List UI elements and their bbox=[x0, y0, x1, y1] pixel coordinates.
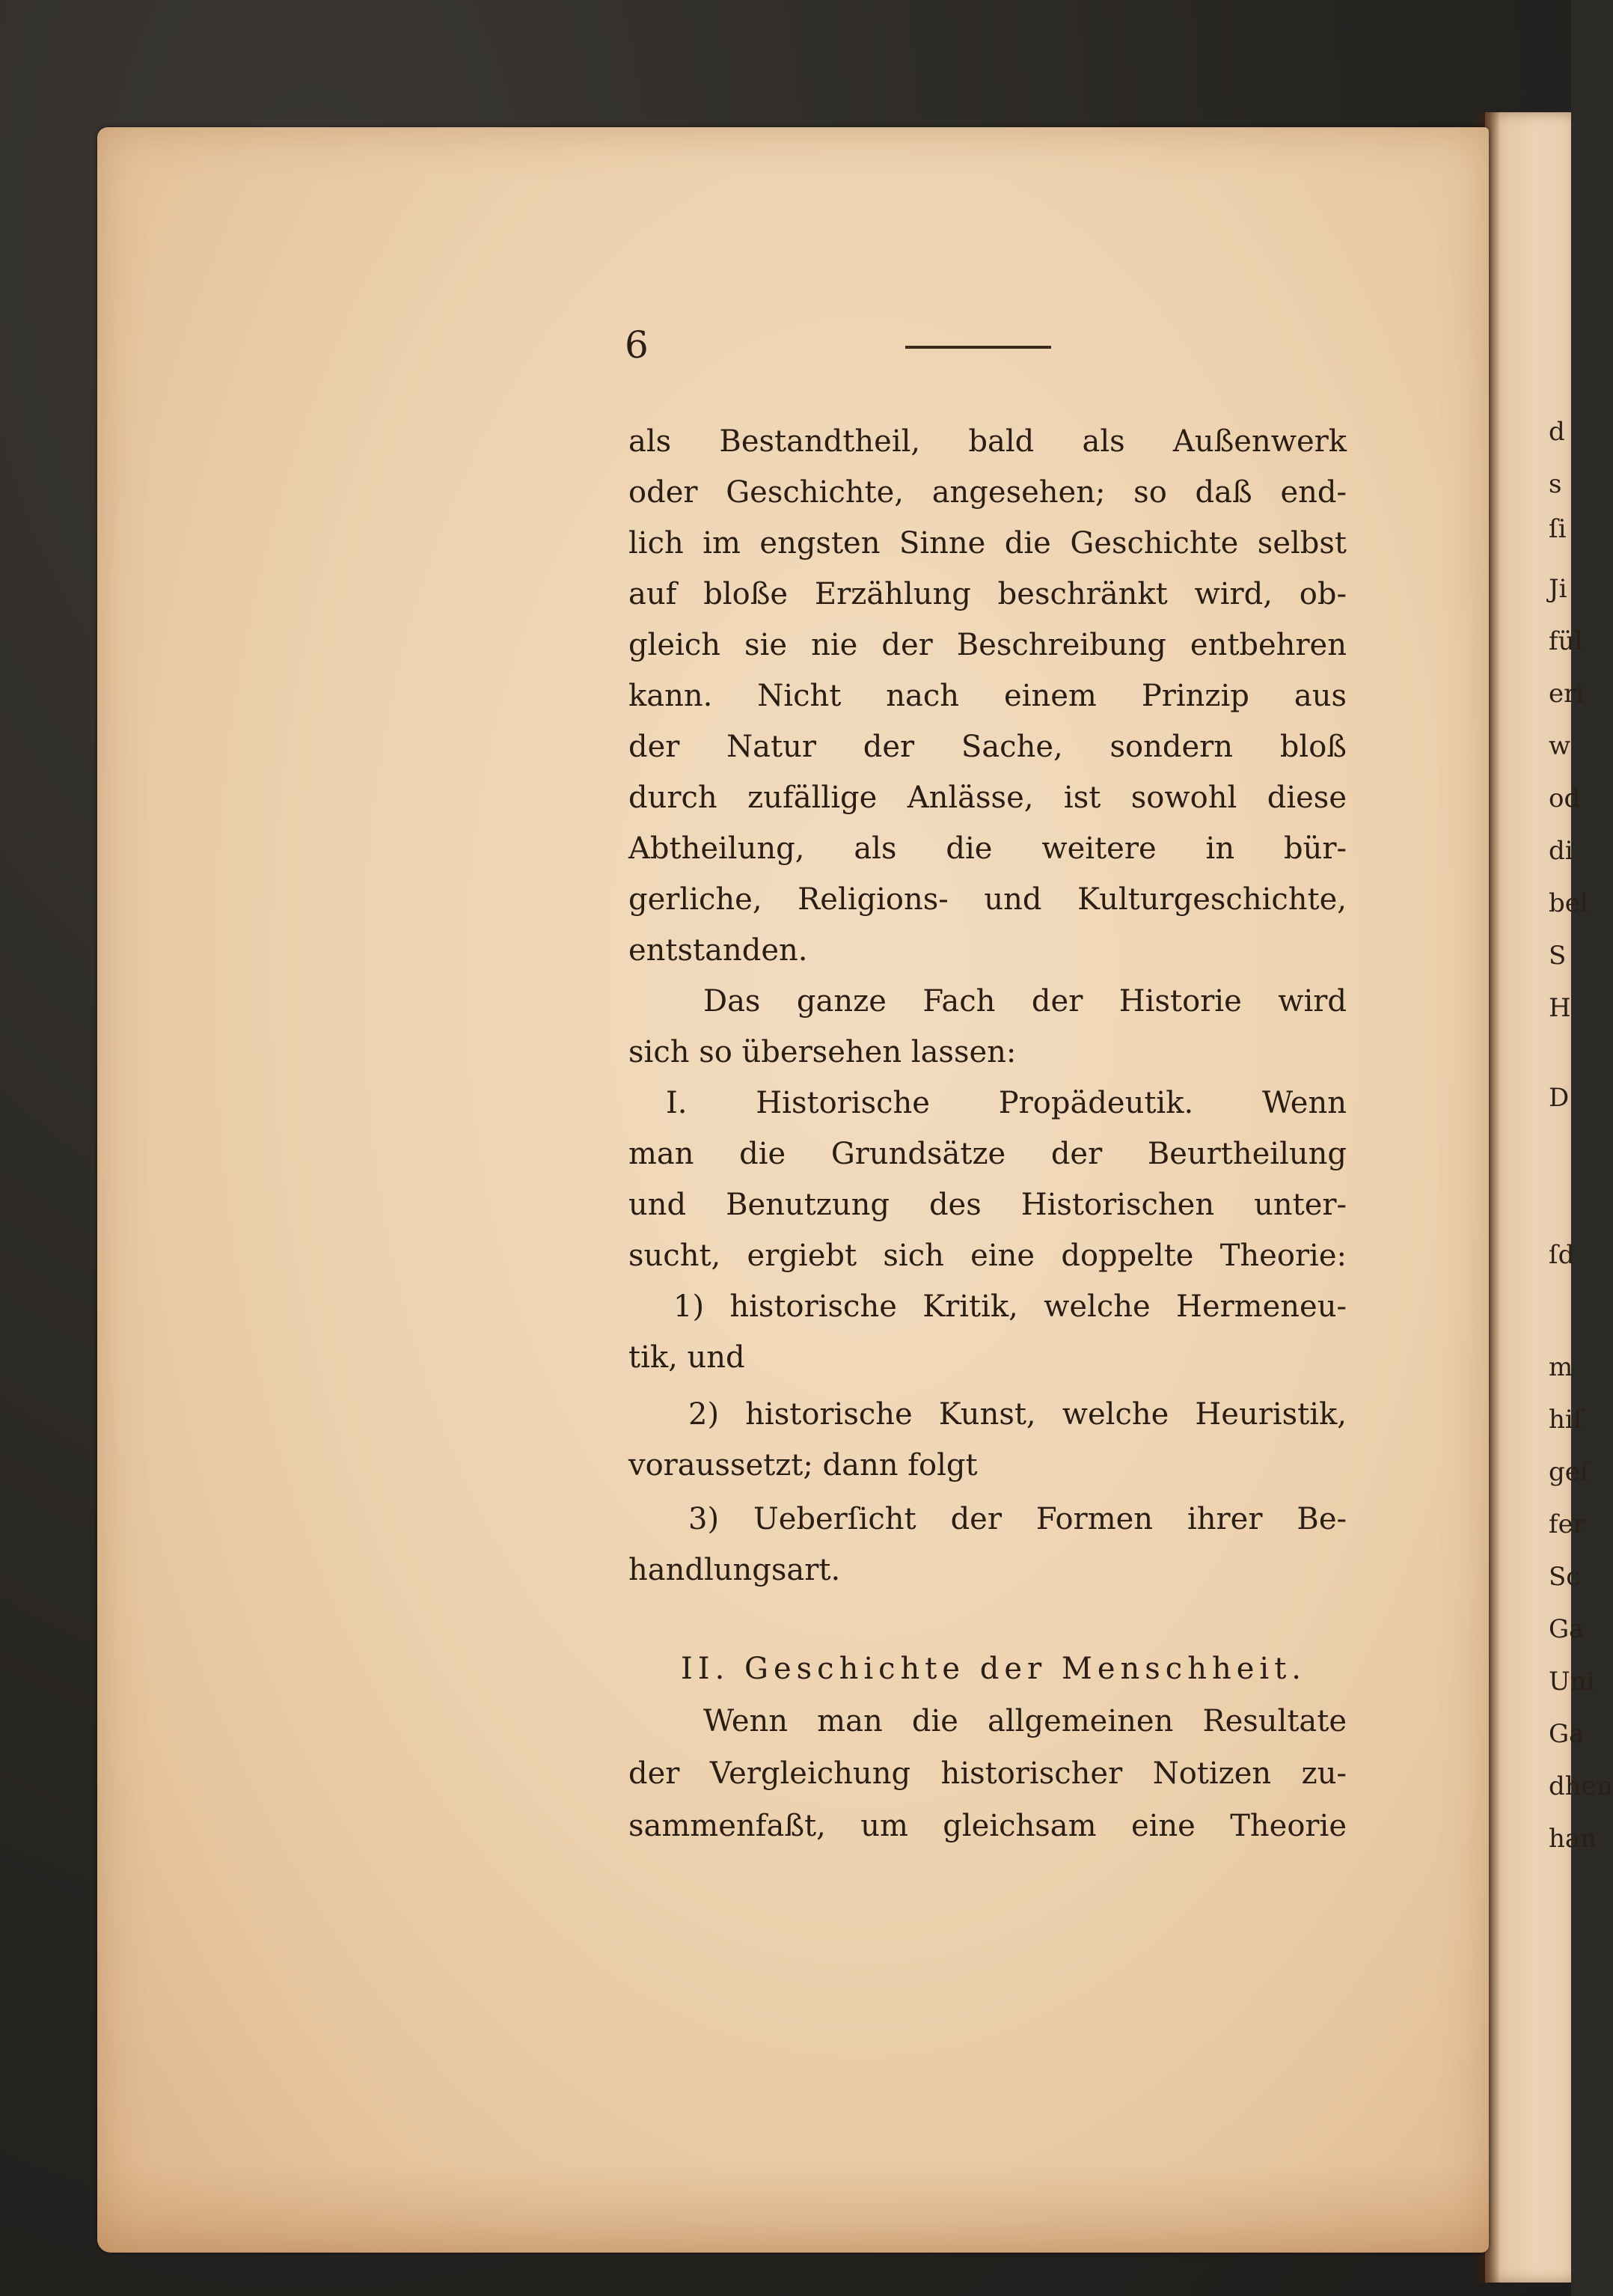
text-line: man die Grundsätze der Beurtheilung bbox=[628, 1137, 1347, 1171]
text-line: der Vergleichung historischer Notizen zu- bbox=[628, 1756, 1347, 1791]
next-page-fragment: dhen bbox=[1549, 1771, 1613, 1801]
next-page-fragment: di bbox=[1549, 836, 1573, 866]
next-page-fragment: D bbox=[1549, 1083, 1570, 1113]
text-line: kann. Nicht nach einem Prinzip aus bbox=[628, 679, 1347, 713]
next-page-fragment: w bbox=[1549, 731, 1571, 761]
next-page-fragment: fer bbox=[1549, 1509, 1585, 1539]
next-page-fragment: bel bbox=[1549, 888, 1588, 918]
next-page-fragment: geſ bbox=[1549, 1457, 1590, 1487]
text-line: tik, und bbox=[628, 1340, 745, 1375]
page-header bbox=[625, 323, 1354, 368]
header-rule bbox=[905, 346, 1051, 349]
text-line: der Natur der Sache, sondern bloß bbox=[628, 730, 1347, 764]
text-line: auf bloße Erzählung beschränkt wird, ob- bbox=[628, 577, 1347, 611]
next-page-fragment: eri bbox=[1549, 679, 1585, 709]
next-page-fragment: Uni bbox=[1549, 1667, 1595, 1697]
next-page-fragment: S bbox=[1549, 941, 1567, 971]
text-line: sammenfaßt, um gleichsam eine Theorie bbox=[628, 1809, 1347, 1843]
text-line: voraussetzt; dann folgt bbox=[628, 1448, 978, 1483]
list-item-1: 1) historische Kritik, welche Hermeneu- bbox=[673, 1289, 1347, 1324]
text-line: gleich sie nie der Beschreibung entbehren bbox=[628, 628, 1347, 662]
next-page-fragment: m bbox=[1549, 1352, 1573, 1382]
text-line: sucht, ergiebt sich eine doppelte Theorie: bbox=[628, 1239, 1347, 1273]
text-line: und Benutzung des Historischen unter- bbox=[628, 1188, 1347, 1222]
next-page-fragment: H bbox=[1549, 993, 1571, 1023]
next-page-fragment: Ga bbox=[1549, 1719, 1585, 1749]
text-line: sich so übersehen lassen: bbox=[628, 1035, 1017, 1069]
next-page-fragment: hiſ bbox=[1549, 1405, 1583, 1435]
next-page-fragment: Ji bbox=[1549, 574, 1567, 604]
section-heading-propaedeutik: I. Historische Propädeutik. Wenn bbox=[666, 1086, 1347, 1120]
text-line: entstanden. bbox=[628, 933, 808, 968]
next-page-fragment: Ga bbox=[1549, 1614, 1585, 1644]
text-line: gerliche, Religions- und Kulturgeschichte, bbox=[628, 882, 1347, 917]
text-line: handlungsart. bbox=[628, 1553, 841, 1587]
next-page-fragment: od bbox=[1549, 784, 1581, 813]
text-line: Wenn man die allgemeinen Resultate bbox=[703, 1704, 1347, 1738]
next-page-fragment: han bbox=[1549, 1824, 1597, 1854]
text-line: Abtheilung, als die weitere in bür- bbox=[628, 831, 1347, 866]
next-page-fragment: fül bbox=[1549, 626, 1583, 656]
list-item-2: 2) historische Kunst, welche Heuristik, bbox=[688, 1397, 1347, 1432]
next-page-fragment: s bbox=[1549, 469, 1562, 499]
section-heading-menschheit: II. Geschichte der Menschheit. bbox=[681, 1652, 1306, 1686]
text-line: durch zufällige Anlässe, ist sowohl diese bbox=[628, 781, 1347, 815]
page-number: 6 bbox=[625, 323, 649, 367]
text-line: lich im engsten Sinne die Geschichte selbst bbox=[628, 526, 1347, 561]
next-page-fragment: Sc bbox=[1549, 1562, 1581, 1592]
list-item-3: 3) Ueberſicht der Formen ihrer Be- bbox=[688, 1502, 1347, 1536]
text-line: Das ganze Fach der Historie wird bbox=[703, 984, 1347, 1019]
text-line: als Bestandtheil, bald als Außenwerk bbox=[628, 424, 1347, 459]
text-line: oder Geschichte, angesehen; so daß end- bbox=[628, 475, 1347, 510]
next-page-fragment: ſd bbox=[1549, 1240, 1575, 1270]
next-page-fragment: ſi bbox=[1549, 514, 1567, 544]
next-page-fragment: d bbox=[1549, 417, 1565, 447]
